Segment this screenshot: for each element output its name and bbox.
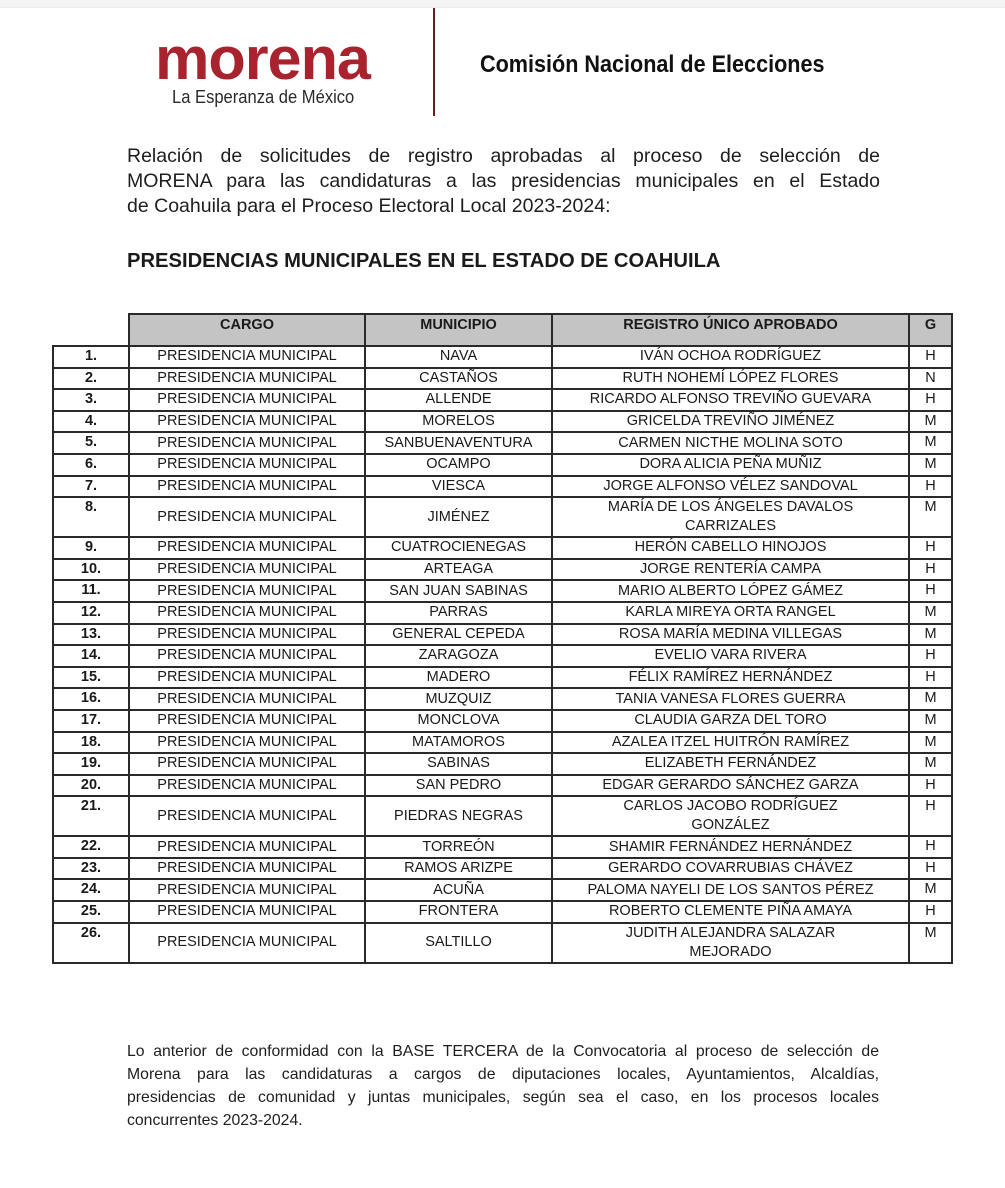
table-row [53, 796, 952, 836]
row-number: 10. [53, 559, 129, 581]
registro-cell: PALOMA NAYELI DE LOS SANTOS PÉREZ [552, 879, 909, 901]
registro-cell: IVÁN OCHOA RODRÍGUEZ [552, 346, 909, 368]
row-number: 6. [53, 454, 129, 476]
row-number: 22. [53, 836, 129, 858]
municipio-cell: MADERO [365, 667, 552, 689]
candidates-table [52, 313, 953, 964]
row-number: 8. [53, 497, 129, 537]
gender-cell: M [909, 688, 952, 710]
row-number: 9. [53, 537, 129, 559]
cargo-cell: PRESIDENCIA MUNICIPAL [129, 775, 365, 797]
cargo-cell: PRESIDENCIA MUNICIPAL [129, 645, 365, 667]
gender-cell: H [909, 775, 952, 797]
table-row [53, 580, 952, 602]
registro-cell: CARLOS JACOBO RODRÍGUEZ GONZÁLEZ [552, 796, 909, 836]
registro-cell: DORA ALICIA PEÑA MUÑIZ [552, 454, 909, 476]
header-divider [433, 8, 435, 116]
registro-cell: GERARDO COVARRUBIAS CHÁVEZ [552, 858, 909, 880]
row-number: 3. [53, 389, 129, 411]
table-row [53, 537, 952, 559]
row-number: 23. [53, 858, 129, 880]
footer-line: concurrentes 2023-2024. [127, 1112, 303, 1129]
gender-cell: H [909, 796, 952, 836]
gender-cell: H [909, 836, 952, 858]
registro-cell: AZALEA ITZEL HUITRÓN RAMÍREZ [552, 732, 909, 754]
header-g: G [909, 314, 952, 346]
municipio-cell: ZARAGOZA [365, 645, 552, 667]
table-row [53, 432, 952, 454]
table-row [53, 923, 952, 963]
row-number: 4. [53, 411, 129, 433]
table-row [53, 497, 952, 537]
cargo-cell: PRESIDENCIA MUNICIPAL [129, 667, 365, 689]
table-row [53, 753, 952, 775]
municipio-cell: ACUÑA [365, 879, 552, 901]
municipio-cell: FRONTERA [365, 901, 552, 923]
table-row [53, 879, 952, 901]
registro-cell: JUDITH ALEJANDRA SALAZAR MEJORADO [552, 923, 909, 963]
gender-cell: M [909, 753, 952, 775]
row-number: 17. [53, 710, 129, 732]
cargo-cell: PRESIDENCIA MUNICIPAL [129, 732, 365, 754]
intro-paragraph [127, 144, 880, 219]
registro-cell: ROSA MARÍA MEDINA VILLEGAS [552, 624, 909, 646]
row-number: 25. [53, 901, 129, 923]
gender-cell: M [909, 732, 952, 754]
row-number: 1. [53, 346, 129, 368]
top-band [0, 0, 1005, 8]
row-number: 26. [53, 923, 129, 963]
table-row [53, 624, 952, 646]
footer-paragraph [127, 1040, 879, 1132]
cargo-cell: PRESIDENCIA MUNICIPAL [129, 879, 365, 901]
table-header-row [53, 314, 952, 346]
cargo-cell: PRESIDENCIA MUNICIPAL [129, 432, 365, 454]
gender-cell: M [909, 454, 952, 476]
municipio-cell: CASTAÑOS [365, 368, 552, 390]
cargo-cell: PRESIDENCIA MUNICIPAL [129, 537, 365, 559]
municipio-cell: TORREÓN [365, 836, 552, 858]
table-row [53, 602, 952, 624]
municipio-cell: MONCLOVA [365, 710, 552, 732]
morena-logo [155, 25, 395, 108]
municipio-cell: PARRAS [365, 602, 552, 624]
gender-cell: M [909, 923, 952, 963]
gender-cell: H [909, 346, 952, 368]
table-row [53, 667, 952, 689]
cargo-cell: PRESIDENCIA MUNICIPAL [129, 580, 365, 602]
intro-line: Relación de solicitudes de registro aprobadas al proceso de selección de [127, 145, 880, 167]
table-row [53, 688, 952, 710]
municipio-cell: CUATROCIENEGAS [365, 537, 552, 559]
logo-wordmark: morena [155, 25, 370, 92]
row-number: 14. [53, 645, 129, 667]
header-cargo: CARGO [129, 314, 365, 346]
registro-cell: CLAUDIA GARZA DEL TORO [552, 710, 909, 732]
gender-cell: M [909, 497, 952, 537]
footer-line: Lo anterior de conformidad con la BASE TERCERA de la Convocatoria al proceso de selección de [127, 1043, 879, 1060]
row-number: 24. [53, 879, 129, 901]
municipio-cell: SAN PEDRO [365, 775, 552, 797]
table-row [53, 645, 952, 667]
row-number: 7. [53, 476, 129, 498]
header-registro: REGISTRO ÚNICO APROBADO [552, 314, 909, 346]
gender-cell: M [909, 879, 952, 901]
municipio-cell: ALLENDE [365, 389, 552, 411]
registro-cell: EDGAR GERARDO SÁNCHEZ GARZA [552, 775, 909, 797]
registro-cell: ELIZABETH FERNÁNDEZ [552, 753, 909, 775]
table-row [53, 454, 952, 476]
municipio-cell: GENERAL CEPEDA [365, 624, 552, 646]
municipio-cell: VIESCA [365, 476, 552, 498]
municipio-cell: ARTEAGA [365, 559, 552, 581]
cargo-cell: PRESIDENCIA MUNICIPAL [129, 602, 365, 624]
gender-cell: M [909, 411, 952, 433]
registro-cell: SHAMIR FERNÁNDEZ HERNÁNDEZ [552, 836, 909, 858]
row-number: 20. [53, 775, 129, 797]
cargo-cell: PRESIDENCIA MUNICIPAL [129, 559, 365, 581]
registro-cell: CARMEN NICTHE MOLINA SOTO [552, 432, 909, 454]
gender-cell: H [909, 580, 952, 602]
table-row [53, 732, 952, 754]
intro-line: MORENA para las candidaturas a las presidencias municipales en el Estado [127, 170, 880, 192]
cargo-cell: PRESIDENCIA MUNICIPAL [129, 753, 365, 775]
municipio-cell: SAN JUAN SABINAS [365, 580, 552, 602]
gender-cell: H [909, 559, 952, 581]
gender-cell: H [909, 476, 952, 498]
header-blank [53, 314, 129, 346]
cargo-cell: PRESIDENCIA MUNICIPAL [129, 923, 365, 963]
table-row [53, 368, 952, 390]
table-row [53, 710, 952, 732]
logo-tagline: La Esperanza de México [172, 87, 355, 107]
table-row [53, 389, 952, 411]
table-row [53, 858, 952, 880]
registro-cell: HERÓN CABELLO HINOJOS [552, 537, 909, 559]
registro-cell: RICARDO ALFONSO TREVIÑO GUEVARA [552, 389, 909, 411]
intro-line: de Coahuila para el Proceso Electoral Local 2023-2024: [127, 195, 611, 217]
gender-cell: M [909, 432, 952, 454]
gender-cell: H [909, 667, 952, 689]
footer-line: Morena para las candidaturas a cargos de diputaciones locales, Ayuntamientos, Alcaldías, [127, 1066, 879, 1083]
cargo-cell: PRESIDENCIA MUNICIPAL [129, 836, 365, 858]
row-number: 2. [53, 368, 129, 390]
registro-cell: MARIO ALBERTO LÓPEZ GÁMEZ [552, 580, 909, 602]
cargo-cell: PRESIDENCIA MUNICIPAL [129, 411, 365, 433]
section-title: PRESIDENCIAS MUNICIPALES EN EL ESTADO DE COAHUILA [127, 249, 721, 272]
municipio-cell: MATAMOROS [365, 732, 552, 754]
municipio-cell: MUZQUIZ [365, 688, 552, 710]
gender-cell: H [909, 537, 952, 559]
cargo-cell: PRESIDENCIA MUNICIPAL [129, 858, 365, 880]
cargo-cell: PRESIDENCIA MUNICIPAL [129, 796, 365, 836]
table-row [53, 559, 952, 581]
gender-cell: H [909, 901, 952, 923]
row-number: 5. [53, 432, 129, 454]
row-number: 13. [53, 624, 129, 646]
row-number: 15. [53, 667, 129, 689]
gender-cell: M [909, 624, 952, 646]
gender-cell: H [909, 858, 952, 880]
table-row [53, 836, 952, 858]
cargo-cell: PRESIDENCIA MUNICIPAL [129, 901, 365, 923]
registro-cell: JORGE RENTERÍA CAMPA [552, 559, 909, 581]
cargo-cell: PRESIDENCIA MUNICIPAL [129, 454, 365, 476]
gender-cell: H [909, 645, 952, 667]
gender-cell: M [909, 710, 952, 732]
registro-cell: ROBERTO CLEMENTE PIÑA AMAYA [552, 901, 909, 923]
registro-cell: GRICELDA TREVIÑO JIMÉNEZ [552, 411, 909, 433]
row-number: 12. [53, 602, 129, 624]
municipio-cell: MORELOS [365, 411, 552, 433]
municipio-cell: JIMÉNEZ [365, 497, 552, 537]
municipio-cell: PIEDRAS NEGRAS [365, 796, 552, 836]
registro-cell: TANIA VANESA FLORES GUERRA [552, 688, 909, 710]
cargo-cell: PRESIDENCIA MUNICIPAL [129, 688, 365, 710]
gender-cell: M [909, 602, 952, 624]
table-row [53, 346, 952, 368]
municipio-cell: SABINAS [365, 753, 552, 775]
registro-cell: KARLA MIREYA ORTA RANGEL [552, 602, 909, 624]
municipio-cell: SALTILLO [365, 923, 552, 963]
cargo-cell: PRESIDENCIA MUNICIPAL [129, 624, 365, 646]
cargo-cell: PRESIDENCIA MUNICIPAL [129, 710, 365, 732]
row-number: 19. [53, 753, 129, 775]
cargo-cell: PRESIDENCIA MUNICIPAL [129, 476, 365, 498]
cargo-cell: PRESIDENCIA MUNICIPAL [129, 346, 365, 368]
table-body [53, 346, 952, 963]
gender-cell: N [909, 368, 952, 390]
gender-cell: H [909, 389, 952, 411]
row-number: 21. [53, 796, 129, 836]
cargo-cell: PRESIDENCIA MUNICIPAL [129, 368, 365, 390]
municipio-cell: OCAMPO [365, 454, 552, 476]
municipio-cell: NAVA [365, 346, 552, 368]
registro-cell: JORGE ALFONSO VÉLEZ SANDOVAL [552, 476, 909, 498]
municipio-cell: RAMOS ARIZPE [365, 858, 552, 880]
header-municipio: MUNICIPIO [365, 314, 552, 346]
table-row [53, 775, 952, 797]
table-row [53, 901, 952, 923]
row-number: 11. [53, 580, 129, 602]
table-row [53, 411, 952, 433]
municipio-cell: SANBUENAVENTURA [365, 432, 552, 454]
registro-cell: RUTH NOHEMÍ LÓPEZ FLORES [552, 368, 909, 390]
commission-name: Comisión Nacional de Elecciones [480, 51, 825, 78]
footer-line: presidencias de comunidad y juntas municipales, según sea el caso, en los procesos locales [127, 1089, 879, 1106]
row-number: 16. [53, 688, 129, 710]
table-row [53, 476, 952, 498]
registro-cell: FÉLIX RAMÍREZ HERNÁNDEZ [552, 667, 909, 689]
row-number: 18. [53, 732, 129, 754]
cargo-cell: PRESIDENCIA MUNICIPAL [129, 497, 365, 537]
registro-cell: MARÍA DE LOS ÁNGELES DAVALOS CARRIZALES [552, 497, 909, 537]
registro-cell: EVELIO VARA RIVERA [552, 645, 909, 667]
cargo-cell: PRESIDENCIA MUNICIPAL [129, 389, 365, 411]
